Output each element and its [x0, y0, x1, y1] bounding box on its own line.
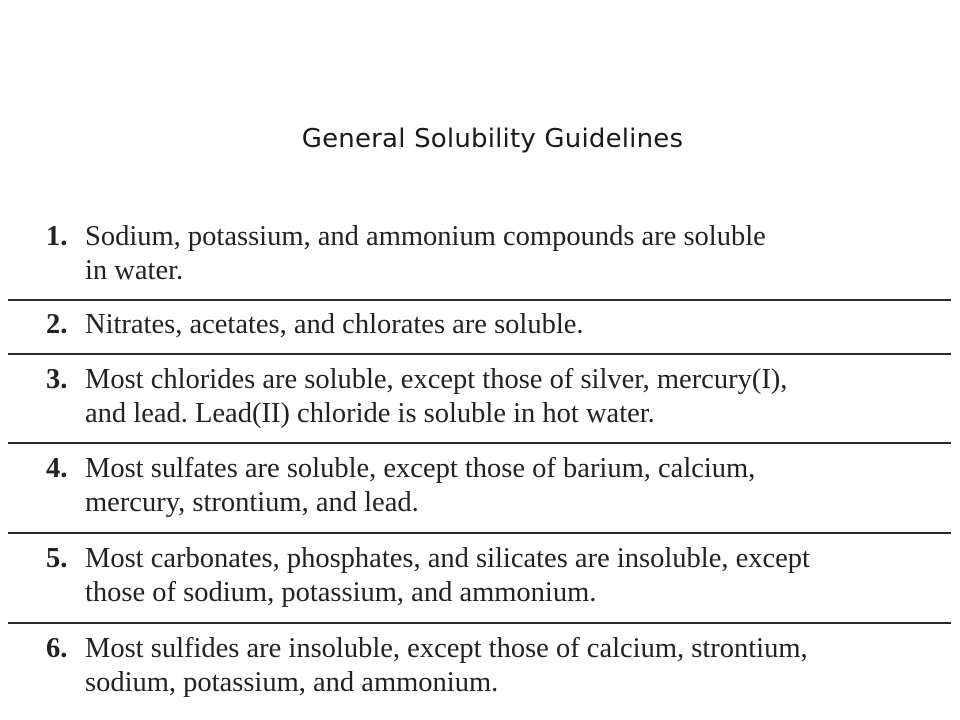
rule-number: 1.: [46, 221, 68, 252]
rule-number: 3.: [46, 364, 68, 395]
page-title: General Solubility Guidelines: [301, 124, 684, 154]
rule-number: 2.: [46, 309, 68, 340]
solubility-rules-list: [8, 214, 951, 712]
rule-text-line: Most chlorides are soluble, except those of silver, mercury(I),: [85, 364, 788, 395]
rule-item-6: [8, 622, 951, 712]
rule-text-line: mercury, strontium, and lead.: [85, 487, 419, 518]
rule-item-2: [8, 299, 951, 353]
rule-text-line: those of sodium, potassium, and ammonium.: [85, 577, 597, 608]
rule-text-line: Sodium, potassium, and ammonium compounds are soluble: [85, 221, 766, 252]
rule-text-line: and lead. Lead(II) chloride is soluble in hot water.: [85, 398, 655, 429]
rule-number: 6.: [46, 633, 68, 664]
rule-text-line: Most sulfides are insoluble, except those of calcium, strontium,: [85, 633, 808, 664]
rule-item-4: [8, 442, 951, 532]
rule-item-1: [8, 214, 951, 299]
rule-number: 4.: [46, 453, 68, 484]
rule-text-line: Most carbonates, phosphates, and silicates are insoluble, except: [85, 543, 810, 574]
rule-item-3: [8, 353, 951, 442]
rule-text-line: sodium, potassium, and ammonium.: [85, 667, 499, 698]
rule-text-line: Most sulfates are soluble, except those of barium, calcium,: [85, 453, 756, 484]
rule-item-5: [8, 532, 951, 622]
rule-text-line: Nitrates, acetates, and chlorates are soluble.: [85, 309, 584, 340]
rule-number: 5.: [46, 543, 68, 574]
rule-text-line: in water.: [85, 255, 184, 286]
